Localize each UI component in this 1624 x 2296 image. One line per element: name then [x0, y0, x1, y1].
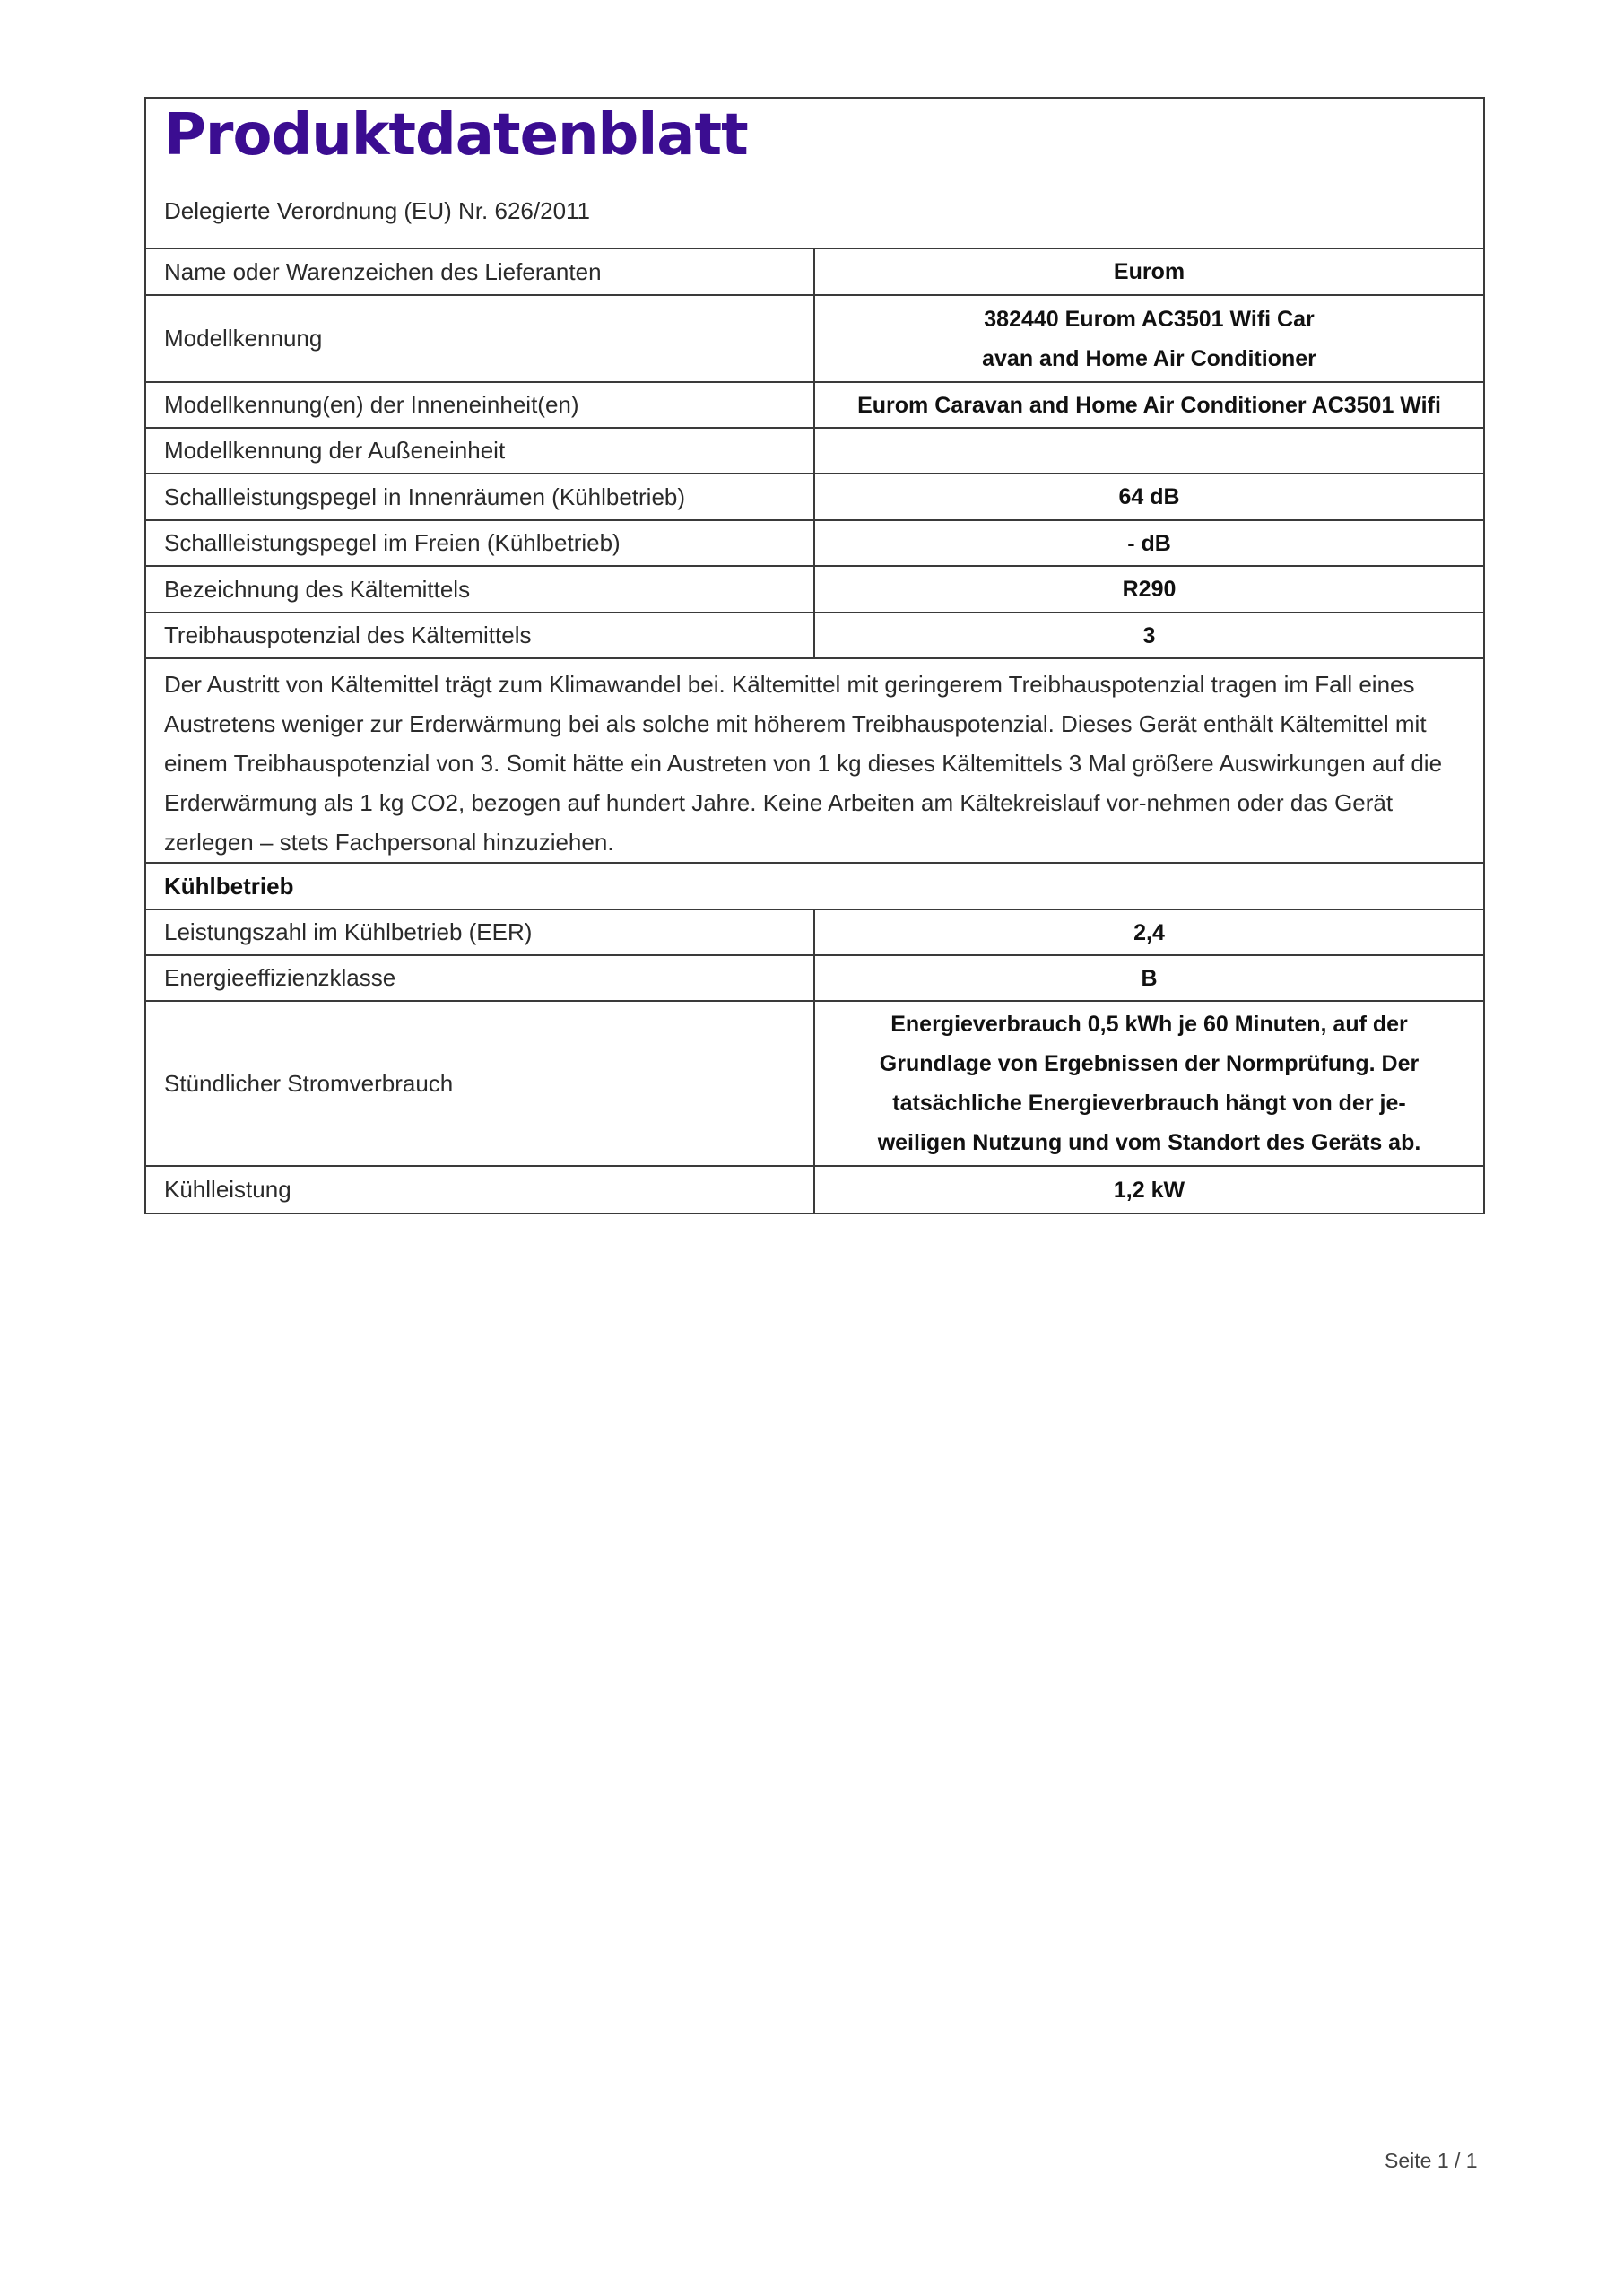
- row-label: Schallleistungspegel im Freien (Kühlbetrieb): [146, 521, 815, 565]
- row-value-line: avan and Home Air Conditioner: [982, 345, 1316, 371]
- row-label: Schallleistungspegel in Innenräumen (Kühlbetrieb): [146, 474, 815, 519]
- row-label: Treibhauspotenzial des Kältemittels: [146, 613, 815, 657]
- row-value: B: [1141, 965, 1158, 991]
- row-value: Eurom Caravan and Home Air Conditioner AC3501 Wifi: [857, 392, 1441, 418]
- row-value: 64 dB: [1118, 484, 1180, 509]
- row-value: 2,4: [1133, 919, 1165, 945]
- row-value: Eurom: [1113, 259, 1185, 284]
- sheet-header: [146, 99, 1483, 249]
- row-label: Kühlleistung: [146, 1167, 815, 1213]
- row-label: Modellkennung der Außeneinheit: [146, 429, 815, 473]
- table-row-outdoor-unit: [146, 429, 1483, 474]
- table-row-model-id: [146, 296, 1483, 383]
- regulation-reference: Delegierte Verordnung (EU) Nr. 626/2011: [164, 197, 591, 224]
- page-number: Seite 1 / 1: [1385, 2149, 1478, 2172]
- row-value: Energieverbrauch 0,5 kWh je 60 Minuten, auf der Grundlage von Ergebnissen der Normprüfung. Der tatsächliche Energieverbrauch hängt von der je-weiligen Nutzung und vom Standort des Geräts ab.: [877, 1012, 1421, 1155]
- product-data-sheet: [144, 97, 1485, 1214]
- table-row-supplier: [146, 249, 1483, 296]
- row-value-line: 382440 Eurom AC3501 Wifi Car: [984, 306, 1315, 332]
- table-row-indoor-unit: [146, 383, 1483, 429]
- row-value: 3: [1142, 622, 1156, 648]
- row-value: - dB: [1127, 530, 1171, 556]
- row-value: [815, 296, 1483, 381]
- table-row-refrigerant: [146, 567, 1483, 613]
- table-row-cooling-capacity: [146, 1167, 1483, 1213]
- section-cooling-title: Kühlbetrieb: [146, 864, 1483, 910]
- table-row-indoor-noise: [146, 474, 1483, 521]
- row-value: 1,2 kW: [1113, 1177, 1185, 1203]
- page-title: Produktdatenblatt: [164, 102, 748, 169]
- row-value: [815, 429, 1483, 473]
- row-label: Modellkennung(en) der Inneneinheit(en): [146, 383, 815, 427]
- table-row-energy-class: [146, 956, 1483, 1002]
- table-row-eer: [146, 910, 1483, 956]
- refrigerant-notice: Der Austritt von Kältemittel trägt zum Klimawandel bei. Kältemittel mit geringerem Treibhauspotenzial tragen im Fall eines Austretens weniger zur Erderwärmung bei als solche mit höherem Treibhauspotenzial. Dieses Gerät enthält Kältemittel mit einem Treibhauspotenzial von 3. Somit hätte ein Austreten von 1 kg dieses Kältemittels 3 Mal größere Auswirkungen auf die Erderwärmung als 1 kg CO2, bezogen auf hundert Jahre. Keine Arbeiten am Kältekreislauf vor-nehmen oder das Gerät zerlegen – stets Fachpersonal hinzuziehen.: [146, 659, 1483, 864]
- row-label: Modellkennung: [146, 296, 815, 381]
- table-row-gwp: [146, 613, 1483, 659]
- row-label: Energieeffizienzklasse: [146, 956, 815, 1000]
- row-label: Leistungszahl im Kühlbetrieb (EER): [146, 910, 815, 954]
- table-row-hourly-consumption: [146, 1002, 1483, 1167]
- table-row-outdoor-noise: [146, 521, 1483, 567]
- row-label: Stündlicher Stromverbrauch: [146, 1002, 815, 1165]
- row-label: Name oder Warenzeichen des Lieferanten: [146, 249, 815, 294]
- row-label: Bezeichnung des Kältemittels: [146, 567, 815, 612]
- row-value: R290: [1122, 577, 1177, 602]
